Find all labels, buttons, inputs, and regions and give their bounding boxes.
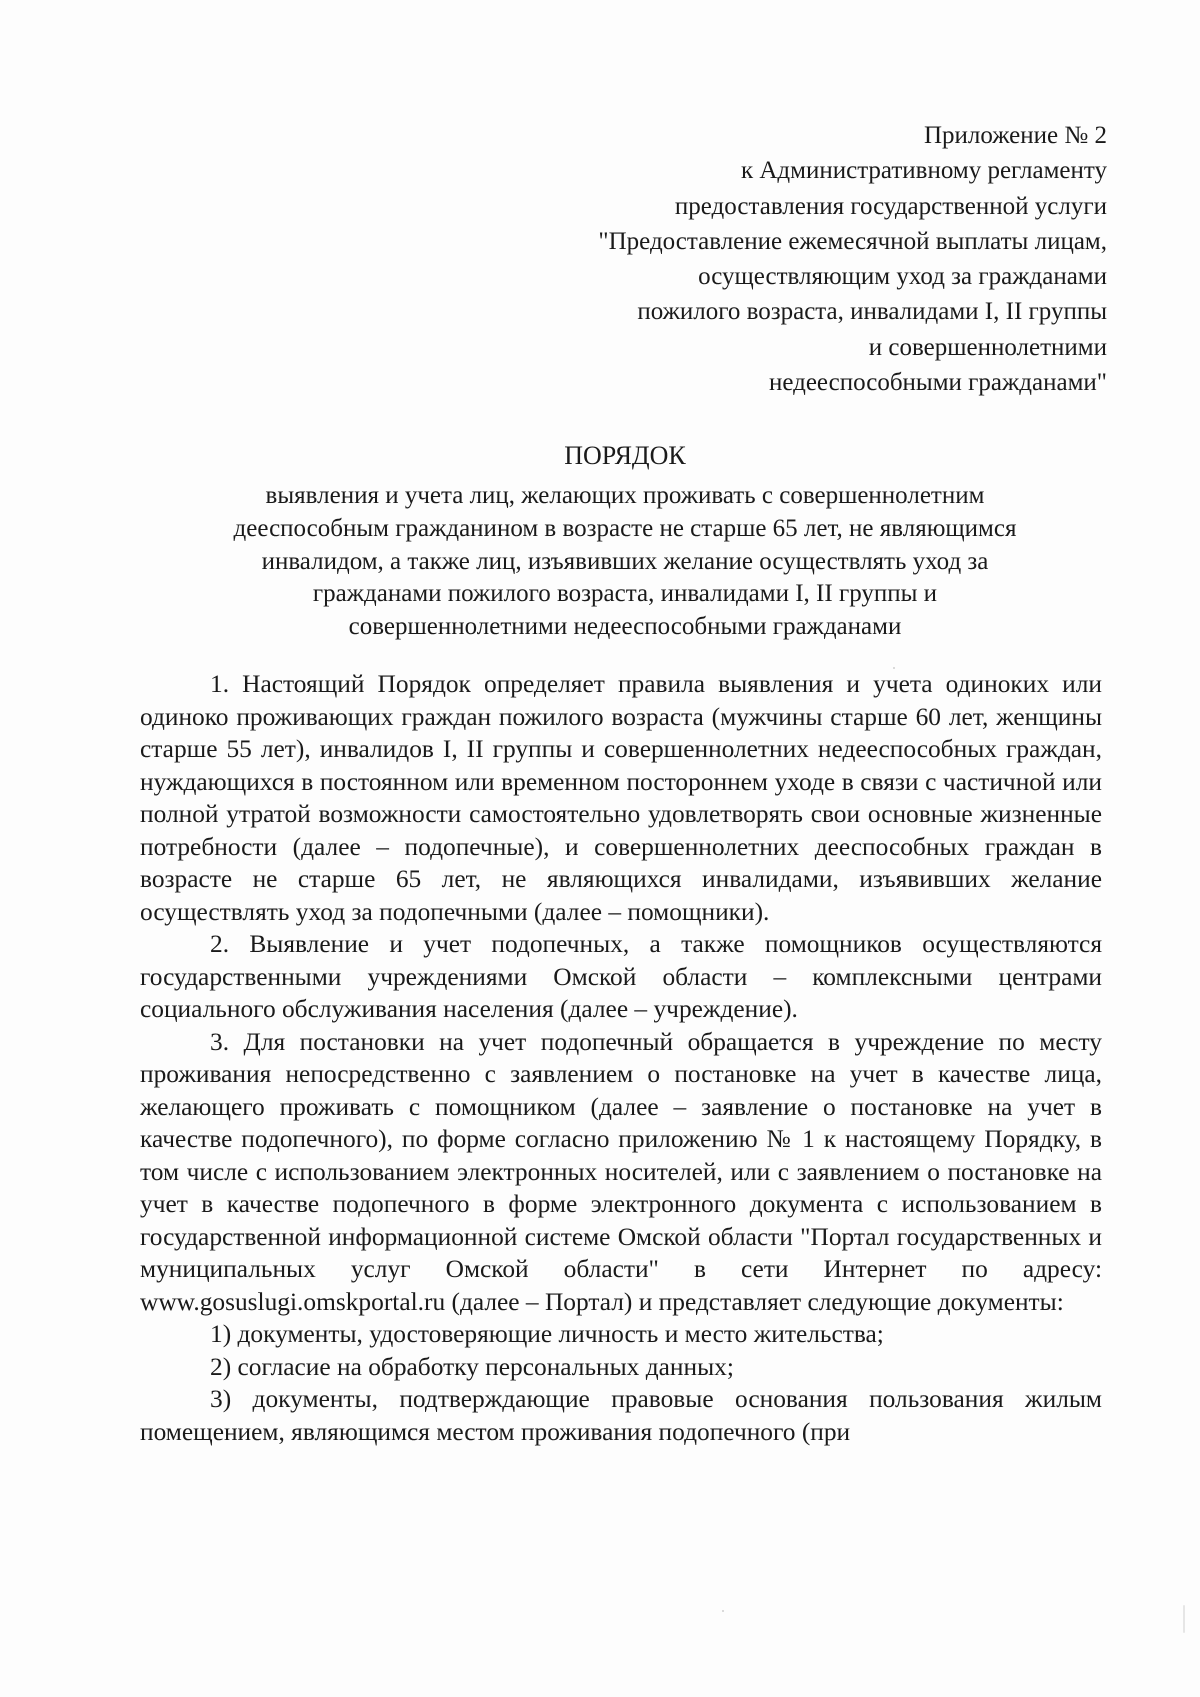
appendix-header — [487, 118, 1107, 400]
document-body — [140, 668, 1102, 1448]
document-title: ПОРЯДОК — [564, 441, 686, 470]
scan-artifact — [893, 667, 895, 669]
appendix-line: "Предоставление ежемесячной выплаты лицам, — [598, 227, 1107, 255]
appendix-line: и совершеннолетними — [868, 333, 1107, 361]
scan-artifact — [722, 1610, 724, 1612]
appendix-line: предоставления государственной услуги — [674, 192, 1107, 220]
document-subtitle — [0, 480, 1200, 644]
paragraph-2: 2. Выявление и учет подопечных, а также помощников осуществляются государственными учреждениями Омской области – комплексными центрами социального обслуживания населения (далее – учреждение). — [140, 930, 1102, 1023]
list-item-1: 1) документы, удостоверяющие личность и место жительства; — [210, 1320, 884, 1348]
subtitle-line: выявления и учета лиц, желающих проживать с совершеннолетним — [265, 482, 985, 509]
appendix-line: Приложение № 2 — [923, 122, 1107, 149]
list-item-3: 3) документы, подтверждающие правовые основания пользования жилым помещением, являющимся местом проживания подопечного (при — [140, 1385, 1102, 1446]
subtitle-line: дееспособным гражданином в возрасте не старше 65 лет, не являющимся — [233, 514, 1017, 542]
paragraph-1: 1. Настоящий Порядок определяет правила выявления и учета одиноких или одиноко проживающих граждан пожилого возраста (мужчины старше 60 лет, женщины старше 55 лет), инвалидов I, II группы и совершеннолетних недееспособных граждан, нуждающихся в постоянном или временном постороннем уходе в связи с частичной или полной утратой возможности самостоятельно удовлетворять свои основные жизненные потребности (далее – подопечные), и совершеннолетних дееспособных граждан в возрасте не старше 65 лет, не являющихся инвалидами, изъявивших желание осуществлять уход за подопечными (далее – помощники). — [140, 670, 1102, 926]
scan-artifact — [1183, 1605, 1185, 1633]
list-item-2: 2) согласие на обработку персональных данных; — [210, 1352, 734, 1381]
subtitle-line: совершеннолетними недееспособными гражданами — [348, 613, 902, 641]
subtitle-line: гражданами пожилого возраста, инвалидами I, II группы и — [312, 580, 938, 608]
paragraph-3: 3. Для постановки на учет подопечный обращается в учреждение по месту проживания непосредственно с заявлением о постановке на учет в качестве лица, желающего проживать с помощником (далее – заявление о постановке на учет в качестве подопечного), по форме согласно приложению № 1 к настоящему Порядку, в том числе с использованием электронных носителей, или с заявлением о постановке на учет в качестве подопечного в форме электронного документа с использованием в государственной информационной системе Омской области "Портал государственных и муниципальных услуг Омской области" в сети Интернет по адресу: www.gosuslugi.omskportal.ru (далее – Портал) и представляет следующие документы: — [140, 1027, 1102, 1316]
subtitle-line: инвалидом, а также лиц, изъявивших желание осуществлять уход за — [261, 547, 989, 575]
appendix-line: осуществляющим уход за гражданами — [698, 263, 1107, 291]
appendix-line: к Административному регламенту — [740, 157, 1107, 185]
appendix-line: пожилого возраста, инвалидами I, II группы — [637, 298, 1107, 326]
appendix-line: недееспособными гражданами" — [768, 369, 1107, 397]
